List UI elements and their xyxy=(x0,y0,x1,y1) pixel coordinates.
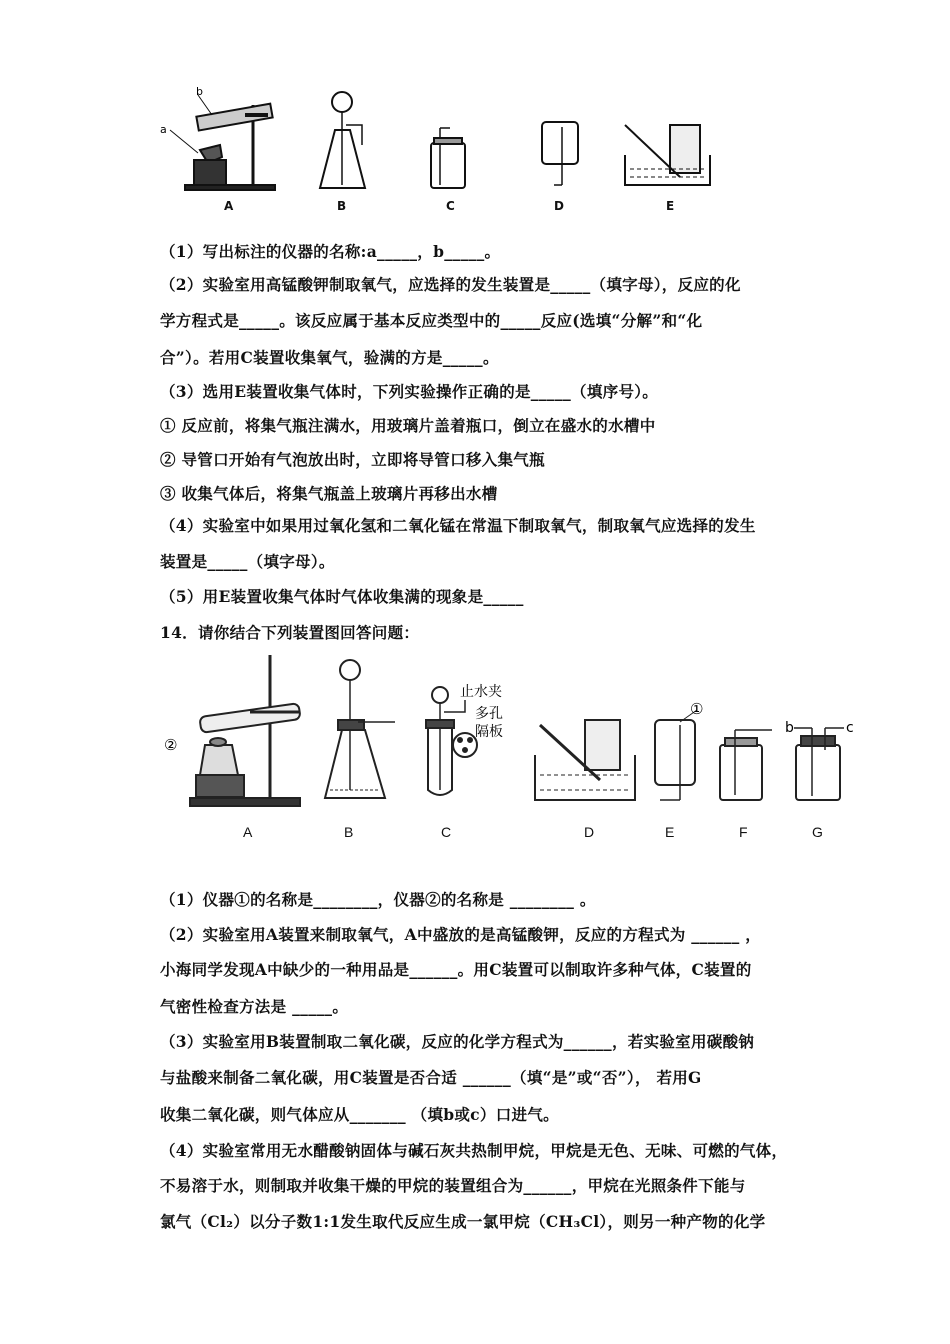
pointer-a-label: a xyxy=(160,123,167,136)
plate-label-2: 隔板 xyxy=(475,724,503,740)
fig2-label-f: F xyxy=(739,824,748,840)
q14-line-4: 气密性检查方法是 _____。 xyxy=(160,997,349,1016)
port-c-label: c xyxy=(846,720,854,736)
q14-line-3: 小海同学发现A中缺少的一种用品是______。用C装置可以制取许多种气体，C装置的 xyxy=(160,960,752,979)
q14-line-5: （3）实验室用B装置制取二氧化碳，反应的化学方程式为______，若实验室用碳酸钠 xyxy=(160,1032,755,1051)
q14-line-10: 氯气（Cl₂）以分子数1:1发生取代反应生成一氯甲烷（CH₃Cl），则另一种产物的化学 xyxy=(160,1212,766,1231)
fig2-label-e: E xyxy=(665,824,675,840)
clamp-label: 止水夹 xyxy=(460,684,502,700)
fig1-label-c: C xyxy=(446,199,455,213)
q13-line-2: （2）实验室用高锰酸钾制取氧气，应选择的发生装置是_____（填字母），反应的化 xyxy=(160,275,741,294)
circle-1-label: ① xyxy=(690,700,704,718)
q13-line-10: 装置是_____（填字母）。 xyxy=(160,552,335,571)
fig2-label-a: A xyxy=(243,824,253,840)
apparatus-2-f xyxy=(720,730,772,800)
q14-line-7: 收集二氧化碳，则气体应从_______ （填b或c）口进气。 xyxy=(160,1105,559,1124)
q13-line-4: 合”）。若用C装置收集氧气，验满的方是_____。 xyxy=(160,348,499,367)
apparatus-2-c xyxy=(426,687,477,795)
apparatus-1-a xyxy=(170,95,275,190)
apparatus-figure-2 xyxy=(160,650,860,820)
fig2-label-g: G xyxy=(812,824,823,840)
q14-line-6: 与盐酸来制备二氧化碳，用C装置是否合适 ______（填“是”或“否”）， 若用G xyxy=(160,1068,702,1087)
apparatus-2-b xyxy=(325,660,395,798)
q13-line-1: （1）写出标注的仪器的名称:a_____，b_____。 xyxy=(160,242,501,261)
q13-line-11: （5）用E装置收集气体时气体收集满的现象是_____ xyxy=(160,587,524,606)
q14-title: 14．请你结合下列装置图回答问题： xyxy=(160,623,420,642)
fig1-label-b: B xyxy=(337,199,347,213)
apparatus-2-a xyxy=(190,655,301,806)
q13-line-8: ③ 收集气体后，将集气瓶盖上玻璃片再移出水槽 xyxy=(160,484,498,503)
apparatus-1-e xyxy=(625,125,710,185)
q14-line-1: （1）仪器①的名称是________，仪器②的名称是 ________ 。 xyxy=(160,890,596,909)
q13-line-3: 学方程式是_____。该反应属于基本反应类型中的_____反应(选填“分解”和“化 xyxy=(160,311,703,330)
q14-line-9: 不易溶于水，则制取并收集干燥的甲烷的装置组合为______，甲烷在光照条件下能与 xyxy=(160,1176,746,1195)
fig1-label-e: E xyxy=(666,199,675,213)
q13-line-5: （3）选用E装置收集气体时，下列实验操作正确的是_____（填序号）。 xyxy=(160,382,659,401)
q13-line-6: ① 反应前，将集气瓶注满水，用玻璃片盖着瓶口，倒立在盛水的水槽中 xyxy=(160,416,656,435)
apparatus-1-c xyxy=(431,128,465,188)
q13-line-7: ② 导管口开始有气泡放出时，立即将导管口移入集气瓶 xyxy=(160,450,545,469)
fig2-label-c: C xyxy=(441,824,452,840)
q13-line-9: （4）实验室中如果用过氧化氢和二氧化锰在常温下制取氧气，制取氧气应选择的发生 xyxy=(160,516,756,535)
apparatus-2-g xyxy=(794,728,844,800)
plate-label-1: 多孔 xyxy=(475,706,503,722)
apparatus-1-d xyxy=(542,122,578,185)
pointer-b-label: b xyxy=(196,85,203,98)
apparatus-2-e xyxy=(655,710,697,800)
fig2-label-b: B xyxy=(344,824,354,840)
fig1-label-d: D xyxy=(554,199,564,213)
circle-2-label: ② xyxy=(164,736,178,754)
q14-line-8: （4）实验室常用无水醋酸钠固体与碱石灰共热制甲烷，甲烷是无色、无味、可燃的气体， xyxy=(160,1141,788,1160)
apparatus-figure-1 xyxy=(150,85,730,220)
apparatus-1-b xyxy=(320,92,365,188)
q14-line-2: （2）实验室用A装置来制取氧气，A中盛放的是高锰酸钾，反应的方程式为 ______ ， xyxy=(160,925,762,944)
fig2-label-d: D xyxy=(584,824,595,840)
fig1-label-a: A xyxy=(224,199,234,213)
port-b-label: b xyxy=(785,720,794,736)
apparatus-2-d xyxy=(535,720,635,800)
